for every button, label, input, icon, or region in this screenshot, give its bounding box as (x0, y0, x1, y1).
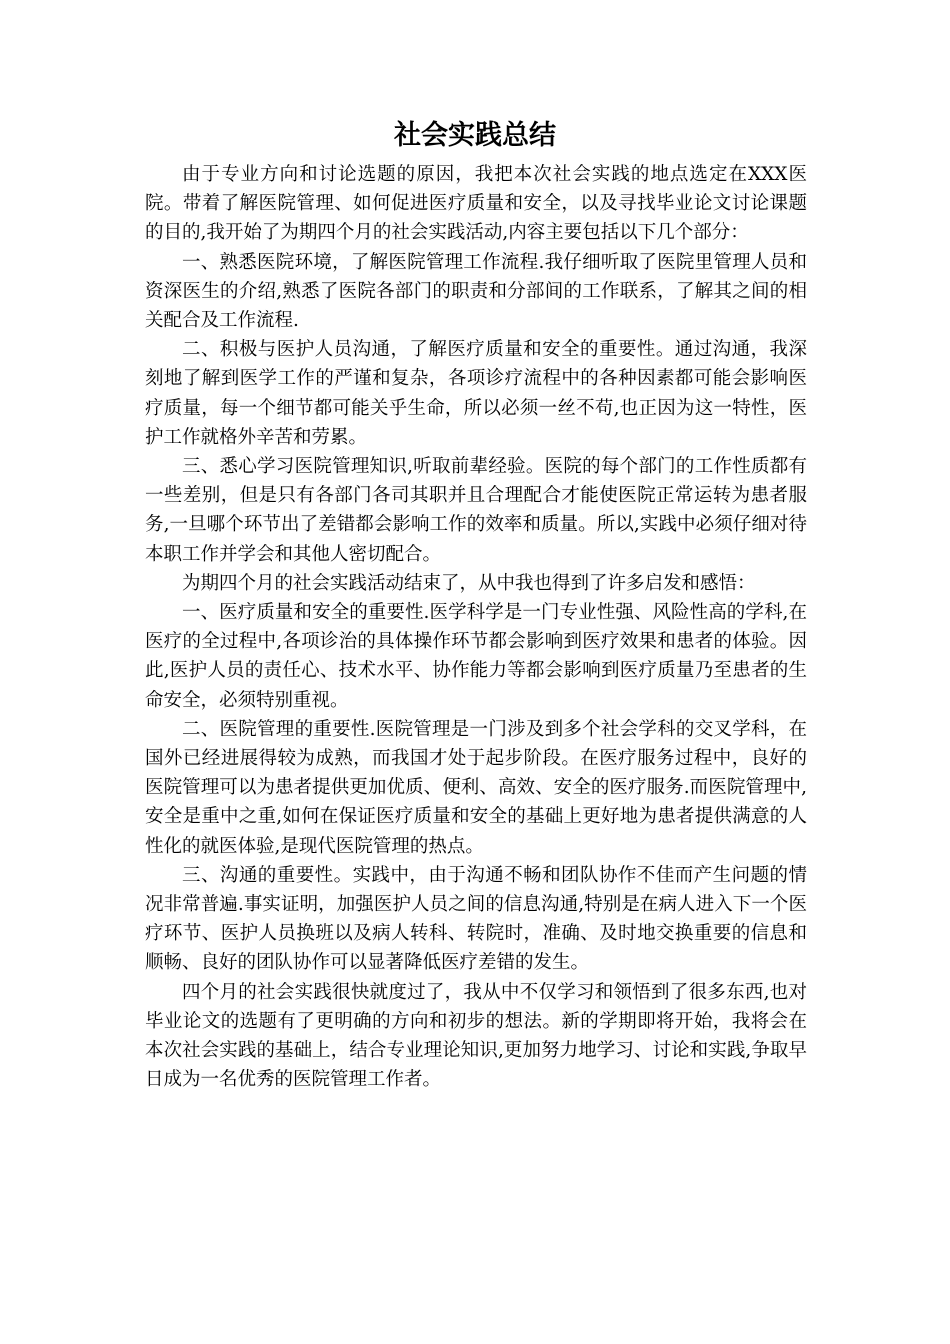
paragraph-insight-3: 三、沟通的重要性。实践中，由于沟通不畅和团队协作不佳而产生问题的情况非常普遍.事实证明，加强医护人员之间的信息沟通,特别是在病人进入下一个医疗环节、医护人员换班以及病人转科、转院时，准确、及时地交换重要的信息和顺畅、良好的团队协作可以显著降低医疗差错的发生。 (145, 864, 807, 974)
paragraph-insight-2: 二、医院管理的重要性.医院管理是一门涉及到多个社会学科的交叉学科，在国外已经进展得较为成熟，而我国才处于起步阶段。在医疗服务过程中，良好的医院管理可以为患者提供更加优质、便利、高效、安全的医疗服务.而医院管理中,安全是重中之重,如何在保证医疗质量和安全的基础上更好地为患者提供满意的人性化的就医体验,是现代医院管理的热点。 (145, 718, 807, 857)
document-title: 社会实践总结 (394, 120, 556, 151)
paragraph-conclusion: 四个月的社会实践很快就度过了，我从中不仅学习和领悟到了很多东西,也对毕业论文的选题有了更明确的方向和初步的想法。新的学期即将开始，我将会在本次社会实践的基础上，结合专业理论知识,更加努力地学习、讨论和实践,争取早日成为一名优秀的医院管理工作者。 (145, 981, 807, 1091)
paragraph-insight-1: 一、医疗质量和安全的重要性.医学科学是一门专业性强、风险性高的学科,在医疗的全过程中,各项诊治的具体操作环节都会影响到医疗效果和患者的体验。因此,医护人员的责任心、技术水平、协作能力等都会影响到医疗质量乃至患者的生命安全，必须特别重视。 (145, 602, 807, 711)
paragraph-intro: 由于专业方向和讨论选题的原因，我把本次社会实践的地点选定在XXX医院。带着了解医院管理、如何促进医疗质量和安全，以及寻找毕业论文讨论课题的目的,我开始了为期四个月的社会实践活动,内容主要包括以下几个部分： (145, 164, 807, 244)
paragraph-part-3: 三、悉心学习医院管理知识,听取前辈经验。医院的每个部门的工作性质都有一些差别，但是只有各部门各司其职并且合理配合才能使医院正常运转为患者服务,一旦哪个环节出了差错都会影响工作的效率和质量。所以,实践中必须仔细对待本职工作并学会和其他人密切配合。 (145, 456, 807, 565)
paragraph-part-2: 二、积极与医护人员沟通，了解医疗质量和安全的重要性。通过沟通，我深刻地了解到医学工作的严谨和复杂，各项诊疗流程中的各种因素都可能会影响医疗质量，每一个细节都可能关乎生命，所以必须一丝不苟,也正因为这一特性，医护工作就格外辛苦和劳累。 (145, 339, 807, 448)
paragraph-reflection-intro: 为期四个月的社会实践活动结束了，从中我也得到了许多启发和感悟： (182, 572, 756, 594)
paragraph-part-1: 一、熟悉医院环境，了解医院管理工作流程.我仔细听取了医院里管理人员和资深医生的介绍,熟悉了医院各部门的职责和分部间的工作联系，了解其之间的相关配合及工作流程. (145, 251, 807, 332)
document-body (145, 160, 807, 1095)
